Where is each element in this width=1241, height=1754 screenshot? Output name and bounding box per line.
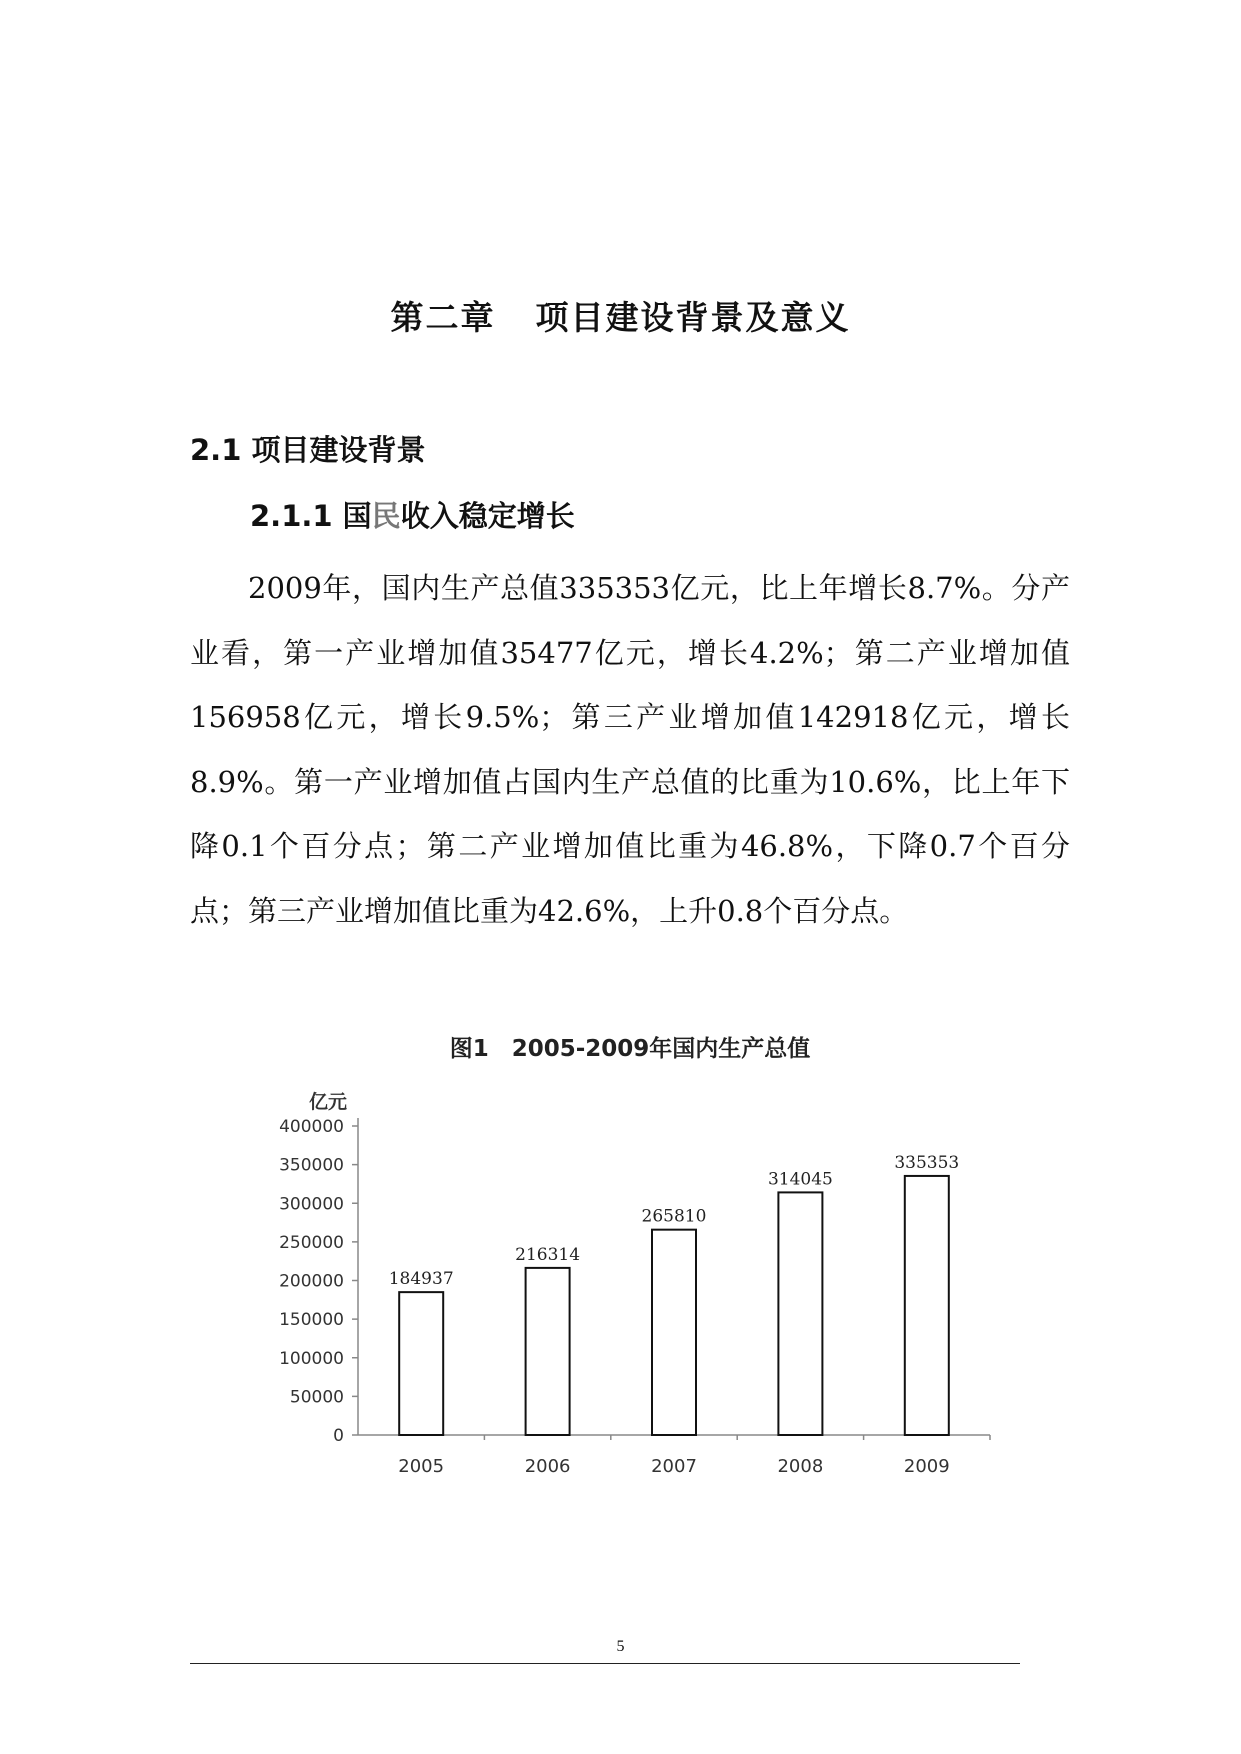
y-tick-label: 50000 xyxy=(289,1387,344,1408)
bar-value-label: 265810 xyxy=(641,1206,707,1227)
y-tick-label: 0 xyxy=(333,1426,344,1446)
y-tick-label: 350000 xyxy=(279,1155,344,1176)
section-heading: 2.1 项目建设背景 xyxy=(190,433,426,467)
y-tick-label: 250000 xyxy=(279,1232,344,1253)
bar-value-label: 335353 xyxy=(894,1152,960,1173)
y-tick-label: 300000 xyxy=(279,1194,344,1215)
gdp-bar-chart xyxy=(230,1020,1030,1520)
y-tick-label: 150000 xyxy=(279,1310,344,1331)
footer-rule xyxy=(190,1663,1020,1664)
subsection-heading xyxy=(250,494,575,535)
chapter-title xyxy=(0,292,1241,339)
chart-svg xyxy=(230,1020,1030,1520)
y-tick-label: 400000 xyxy=(279,1117,344,1137)
page-number: 5 xyxy=(616,1638,625,1655)
bar-value-label: 184937 xyxy=(388,1269,454,1290)
y-tick-label: 100000 xyxy=(279,1348,344,1369)
x-tick-label: 2005 xyxy=(398,1456,445,1477)
y-axis-label: 亿元 xyxy=(308,1091,348,1113)
bar xyxy=(652,1230,696,1435)
x-tick-label: 2007 xyxy=(651,1456,697,1477)
x-tick-label: 2008 xyxy=(777,1456,824,1477)
subsection-heading-prefix: 2.1.1 国 xyxy=(250,499,372,533)
y-tick-label: 200000 xyxy=(279,1271,344,1292)
bar xyxy=(399,1292,443,1435)
body-paragraph: 2009年，国内生产总值335353亿元，比上年增长8.7%。分产业看，第一产业增加值35477亿元，增长4.2%；第二产业增加值156958亿元，增长9.5%；第三产业增加值142918亿元，增长8.9%。第一产业增加值占国内生产总值的比重为10.6%，比上年下降0.1个百分点；第二产业增加值比重为46.8%，下降0.7个百分点；第三产业增加值比重为42.6%，上升0.8个百分点。 xyxy=(190,571,1070,928)
bar xyxy=(778,1192,822,1435)
bar xyxy=(526,1268,570,1435)
bar-value-label: 216314 xyxy=(515,1244,581,1265)
x-tick-label: 2006 xyxy=(524,1456,571,1477)
chapter-number: 第二章 xyxy=(390,298,496,337)
bar xyxy=(905,1176,949,1435)
chart-title: 图1 2005-2009年国内生产总值 xyxy=(449,1036,811,1062)
subsection-heading-suffix: 收入稳定增长 xyxy=(400,499,575,533)
x-tick-label: 2009 xyxy=(903,1456,950,1477)
bar-value-label: 314045 xyxy=(767,1169,833,1190)
subsection-heading-faded-char: 民 xyxy=(371,499,401,533)
chapter-name: 项目建设背景及意义 xyxy=(535,298,851,337)
